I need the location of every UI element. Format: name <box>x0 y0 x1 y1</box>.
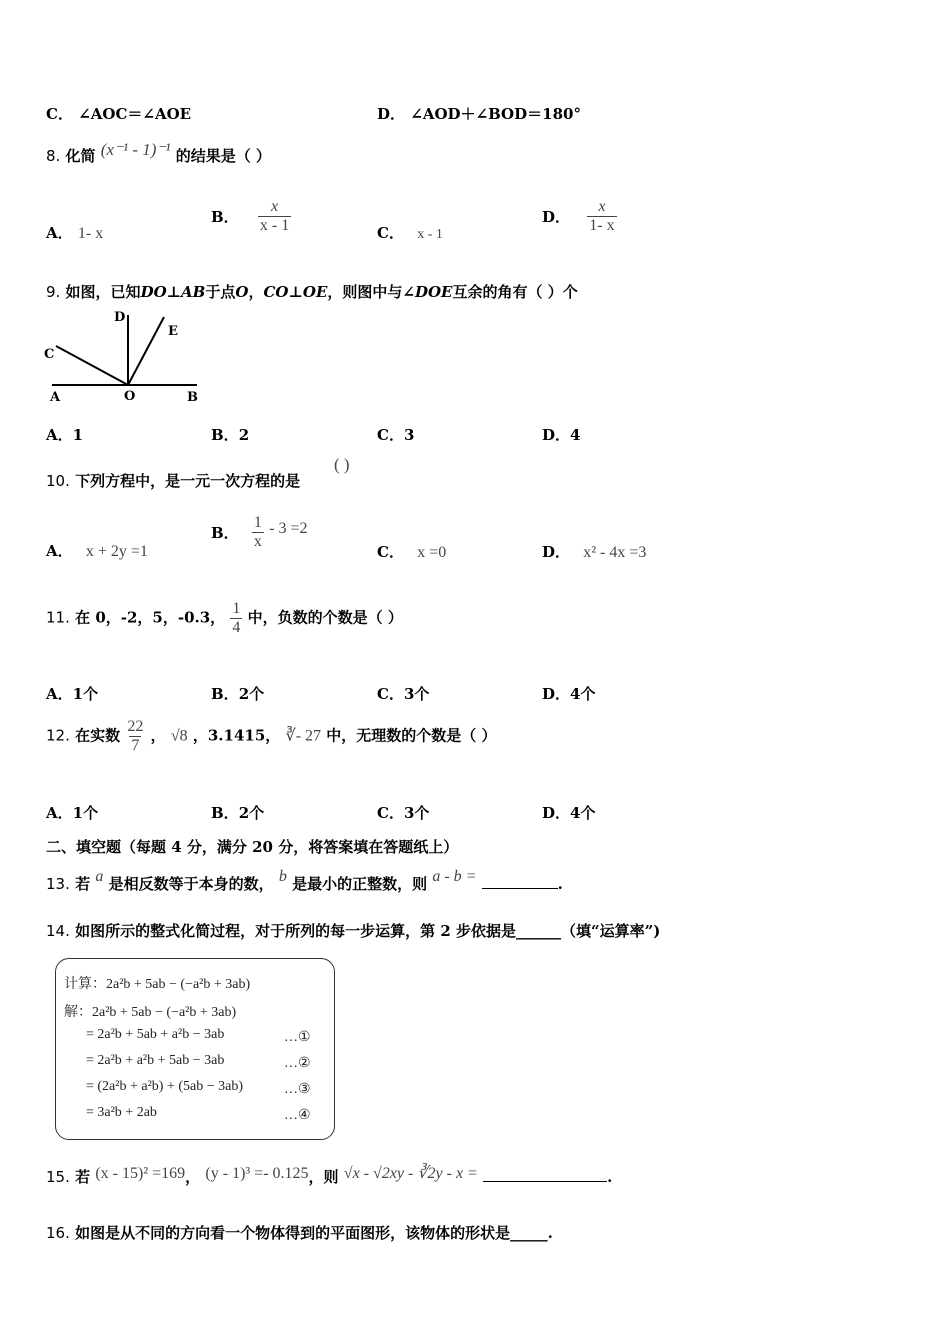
option-letter: B． <box>211 208 239 226</box>
question-text: ，则图中与∠ <box>327 283 415 301</box>
question-text: 互余的角有（ ）个 <box>452 283 578 301</box>
answer-paren: ( ) <box>334 455 350 474</box>
question-number: 11. <box>46 608 70 627</box>
q10-option-d <box>542 541 646 562</box>
question-text: 在实数 <box>75 726 121 745</box>
answer-blank[interactable] <box>482 888 558 889</box>
question-text: ， <box>185 1168 201 1186</box>
question-text: 于点 <box>205 283 236 301</box>
option-letter: A． <box>46 224 73 242</box>
option-letter: D． <box>542 685 571 703</box>
denominator: 7 <box>131 737 140 754</box>
q10-option-b <box>211 514 308 551</box>
question-text: 如图，已知 <box>65 283 141 301</box>
question-text: . <box>557 875 563 893</box>
denominator: x - 1 <box>259 217 290 234</box>
q9-option-c <box>377 424 414 445</box>
question-text: 下列方程中，是一元一次方程的是 <box>75 472 301 490</box>
question-number: 15. <box>46 1168 70 1186</box>
option-letter: A． <box>46 685 73 703</box>
label-c: C <box>44 347 55 362</box>
question-text: 如图是从不同的方向看一个物体得到的平面图形，该物体的形状是_____. <box>75 1224 553 1242</box>
angle-diagram <box>40 305 210 410</box>
fraction <box>230 600 242 637</box>
question-text: ， <box>150 726 166 745</box>
question-number: 8. <box>46 147 61 165</box>
math-expression: (x - 15)² =169 <box>95 1165 186 1182</box>
question-text: 若 <box>75 875 91 893</box>
option-math: x - 1 <box>417 227 443 242</box>
q8-option-b <box>211 198 291 235</box>
variable-a: a <box>95 868 104 885</box>
step-marker: …④ <box>284 1108 311 1123</box>
question-text: O <box>235 283 249 301</box>
fraction <box>125 718 145 755</box>
question-text: CO <box>263 283 289 301</box>
option-letter: A． <box>46 804 73 822</box>
calculation-box <box>55 958 335 1140</box>
option-letter: C． <box>46 105 73 123</box>
question-text: 在 0，-2，5，-0.3， <box>75 608 226 627</box>
question-text: DOE <box>414 283 453 301</box>
option-letter: B． <box>211 426 239 444</box>
numerator: x <box>598 198 606 215</box>
option-text: 3个 <box>403 804 430 822</box>
q8-option-c <box>377 222 443 243</box>
option-math: x + 2y =1 <box>85 543 148 560</box>
math-expression: √x - √2xy - ∛2y - x = <box>343 1165 478 1182</box>
question-number: 14. <box>46 922 70 940</box>
answer-blank[interactable] <box>483 1181 607 1182</box>
question-text: ， <box>248 283 264 301</box>
calc-line: = 2a²b + 5ab + a²b − 3ab <box>86 1027 225 1042</box>
question-number: 13. <box>46 875 70 893</box>
section-heading: 二、填空题（每题 4 分，满分 20 分，将答案填在答题纸上） <box>46 838 459 856</box>
step-marker: …② <box>284 1056 311 1071</box>
option-letter: B． <box>211 524 239 542</box>
option-letter: B． <box>211 804 239 822</box>
option-text: 4个 <box>570 685 596 703</box>
option-text: 2个 <box>238 804 265 822</box>
option-text: 3 <box>403 426 415 444</box>
question-text: AB <box>181 283 206 301</box>
question-text: ，3.1415， <box>192 726 281 745</box>
q10-option-c <box>377 541 446 562</box>
question-text: 中，负数的个数是（ ） <box>247 608 403 627</box>
sqrt-expression: √8 <box>170 727 188 745</box>
option-letter: D． <box>542 208 571 226</box>
question-text: DO <box>140 283 167 301</box>
option-text: ∠AOD＋∠BOD＝180° <box>410 105 581 123</box>
label-b: B <box>187 390 198 405</box>
option-text: 4 <box>570 426 581 444</box>
q7-option-c <box>46 103 191 124</box>
question-9 <box>46 281 578 302</box>
option-letter: D． <box>542 543 571 561</box>
q9-option-b <box>211 424 249 445</box>
option-letter: A． <box>46 542 73 560</box>
option-letter: D． <box>542 426 571 444</box>
math-expression: (x⁻¹ - 1)⁻¹ <box>100 140 171 159</box>
option-letter: C． <box>377 685 404 703</box>
option-letter: B． <box>211 685 239 703</box>
question-14 <box>46 920 660 941</box>
option-letter: C． <box>377 543 404 561</box>
option-letter: D． <box>542 804 571 822</box>
q8-option-a <box>46 222 103 243</box>
numerator: 1 <box>253 514 262 531</box>
option-math: x =0 <box>417 544 447 561</box>
option-text: 2 <box>238 426 250 444</box>
question-text: 的结果是（ ） <box>175 147 271 165</box>
question-text: . <box>607 1168 613 1186</box>
calc-line: = (2a²b + a²b) + (5ab − 3ab) <box>86 1079 243 1094</box>
option-text: 1个 <box>72 685 99 703</box>
q9-option-d <box>542 424 580 445</box>
q7-option-d <box>377 103 581 124</box>
question-text: ，则 <box>308 1168 339 1186</box>
question-number: 10. <box>46 472 70 490</box>
question-text: ⊥ <box>166 283 182 301</box>
question-number: 16. <box>46 1224 70 1242</box>
q12-option-b <box>211 802 264 823</box>
calc-line: = 3a²b + 2ab <box>86 1105 157 1120</box>
option-letter: C． <box>377 224 404 242</box>
option-text: 1个 <box>72 804 99 822</box>
option-text: ∠AOC＝∠AOE <box>78 105 192 123</box>
option-letter: D． <box>377 105 406 123</box>
math-expression: a - b = <box>432 868 477 885</box>
question-text: OE <box>302 283 328 301</box>
math-expression: (y - 1)³ =- 0.125 <box>205 1165 309 1182</box>
q11-option-d <box>542 683 595 704</box>
option-text: 2个 <box>238 685 265 703</box>
label-a: A <box>50 390 61 405</box>
question-text: 化简 <box>65 147 96 165</box>
question-number: 9. <box>46 283 61 301</box>
question-text: 是最小的正整数，则 <box>292 875 428 893</box>
calc-line: 计算：2a²b + 5ab − (−a²b + 3ab) <box>64 977 251 992</box>
option-text: 4个 <box>570 804 596 822</box>
option-text: 1 <box>72 426 84 444</box>
ray-oe <box>128 317 164 385</box>
q9-option-a <box>46 424 83 445</box>
label-o: O <box>124 389 136 404</box>
q12-option-a <box>46 802 98 823</box>
denominator: x <box>253 533 262 550</box>
option-letter: C． <box>377 426 404 444</box>
option-letter: C． <box>377 804 404 822</box>
cbrt-expression: ∛- 27 <box>285 727 322 745</box>
calc-line: = 2a²b + a²b + 5ab − 3ab <box>86 1053 225 1068</box>
denominator: 1- x <box>589 217 615 234</box>
question-16 <box>46 1222 553 1243</box>
step-marker: …① <box>284 1030 311 1045</box>
q12-option-d <box>542 802 595 823</box>
option-math: 1- x <box>77 225 104 242</box>
question-12 <box>46 718 497 755</box>
option-math: x² - 4x =3 <box>583 544 647 561</box>
question-10 <box>46 470 300 491</box>
step-marker: …③ <box>284 1082 311 1097</box>
question-8 <box>46 140 271 166</box>
question-text: ⊥ <box>288 283 303 301</box>
numerator: 22 <box>127 718 144 735</box>
question-15 <box>46 1166 612 1187</box>
q12-option-c <box>377 802 429 823</box>
option-text: 3个 <box>403 685 430 703</box>
q8-option-d <box>542 198 617 235</box>
question-13 <box>46 868 563 894</box>
option-math: - 3 =2 <box>269 520 308 537</box>
variable-b: b <box>278 868 287 885</box>
denominator: 4 <box>232 619 241 636</box>
question-text: 是相反数等于本身的数， <box>108 875 274 893</box>
q11-option-a <box>46 683 98 704</box>
fraction <box>587 198 616 235</box>
numerator: 1 <box>232 600 241 617</box>
numerator: x <box>271 198 279 215</box>
ray-oc <box>56 346 128 385</box>
question-text: 中，无理数的个数是（ ） <box>326 726 497 745</box>
calc-line: 解：2a²b + 5ab − (−a²b + 3ab) <box>64 1005 237 1020</box>
fraction <box>258 198 291 235</box>
option-letter: A． <box>46 426 73 444</box>
question-number: 12. <box>46 726 70 745</box>
question-text: 若 <box>75 1168 91 1186</box>
q10-option-a <box>46 540 148 561</box>
label-d: D <box>114 310 126 325</box>
q11-option-b <box>211 683 264 704</box>
q11-option-c <box>377 683 429 704</box>
question-text: 如图所示的整式化简过程，对于所列的每一步运算，第 2 步依据是______（填“运算率”) <box>75 922 661 940</box>
label-e: E <box>168 324 178 339</box>
fraction <box>252 514 264 551</box>
question-11 <box>46 600 403 637</box>
